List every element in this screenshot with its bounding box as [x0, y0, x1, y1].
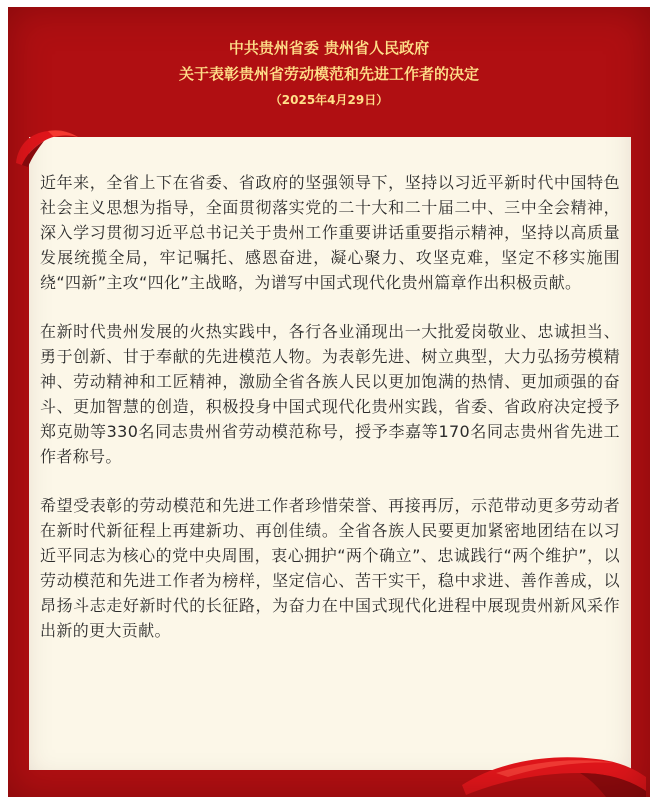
- decision-date: （2025年4月29日）: [269, 93, 389, 107]
- document-header: [8, 37, 650, 109]
- ribbon-top-left-decoration: [12, 119, 82, 169]
- decision-body: [40, 170, 620, 667]
- paragraph-2: 在新时代贵州发展的火热实践中，各行各业涌现出一大批爱岗敬业、忠诚担当、勇于创新、甘于奉献的先进模范人物。为表彰先进、树立典型，大力弘扬劳模精神、劳动精神和工匠精神，激励全省各族人民以更加饱满的热情、更加顽强的奋斗、更加智慧的创造，积极投身中国式现代化贵州实践，省委、省政府决定授予郑克勋等330名同志贵州省劳动模范称号，授予李嘉等170名同志贵州省先进工作者称号。: [40, 322, 620, 466]
- ribbon-bottom-right-decoration: [456, 723, 650, 797]
- document-frame: [8, 7, 650, 797]
- paragraph-1: 近年来，全省上下在省委、省政府的坚强领导下，坚持以习近平新时代中国特色社会主义思想为指导，全面贯彻落实党的二十大和二十届二中、三中全会精神，深入学习贯彻习近平总书记关于贵州工作重要讲话重要指示精神，坚持以高质量发展统揽全局，牢记嘱托、感恩奋进，凝心聚力、攻坚克难，坚定不移实施围绕“四新”主攻“四化”主战略，为谱写中国式现代化贵州篇章作出积极贡献。: [40, 173, 620, 292]
- issuer-title: 中共贵州省委 贵州省人民政府: [228, 39, 430, 57]
- decision-title: 关于表彰贵州省劳动模范和先进工作者的决定: [178, 65, 479, 83]
- paragraph-3: 希望受表彰的劳动模范和先进工作者珍惜荣誉、再接再厉，示范带动更多劳动者在新时代新征程上再建新功、再创佳绩。全省各族人民要更加紧密地团结在以习近平同志为核心的党中央周围，衷心拥护“两个确立”、忠诚践行“两个维护”，以劳动模范和先进工作者为榜样，坚定信心、苦干实干，稳中求进、善作善成，以昂扬斗志走好新时代的长征路，为奋力在中国式现代化进程中展现贵州新风采作出新的更大贡献。: [40, 496, 620, 640]
- content-paper: [29, 137, 631, 770]
